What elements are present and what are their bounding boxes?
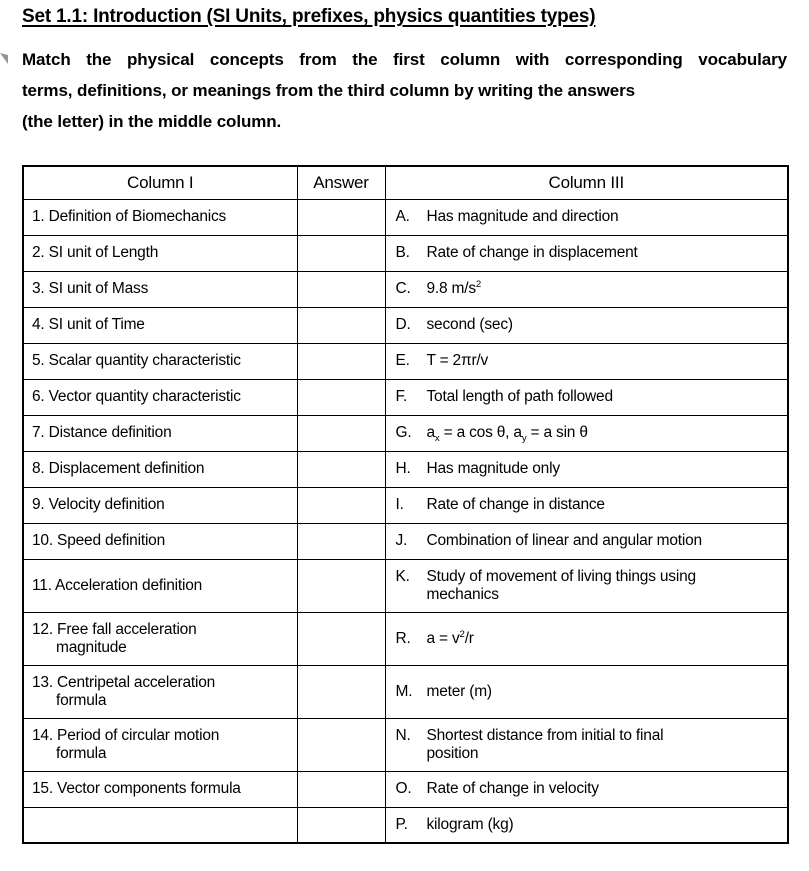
definition-cell bbox=[385, 343, 788, 379]
formula-text: $a_x = a$ cos θ, $a_y = a$ sin θ bbox=[426, 424, 588, 445]
option-letter: C. bbox=[395, 280, 411, 297]
instructions-line: Match the physical concepts from the first column with corresponding vocabulary bbox=[22, 50, 787, 69]
option-letter: A. bbox=[395, 208, 410, 225]
answer-cell[interactable] bbox=[297, 612, 385, 665]
concept-cell: 4. SI unit of Time bbox=[23, 307, 297, 343]
table-row bbox=[23, 235, 788, 271]
table-row bbox=[23, 771, 788, 807]
matching-table bbox=[22, 165, 789, 844]
table-row bbox=[23, 665, 788, 718]
option-letter: B. bbox=[395, 244, 410, 261]
concept-cell: 14. Period of circular motion formula bbox=[23, 718, 297, 771]
option-letter: M. bbox=[395, 682, 413, 700]
header-column-iii: Column III bbox=[385, 166, 788, 199]
concept-cell: 11. Acceleration definition bbox=[23, 559, 297, 612]
concept-cell: 6. Vector quantity characteristic bbox=[23, 379, 297, 415]
margin-change-marker-icon bbox=[0, 53, 8, 64]
instructions-line: terms, definitions, or meanings from the third column by writing the answers bbox=[22, 81, 635, 100]
answer-cell[interactable] bbox=[297, 235, 385, 271]
table-row bbox=[23, 343, 788, 379]
concept-cell bbox=[23, 807, 297, 843]
header-column-i: Column I bbox=[23, 166, 297, 199]
definition-cell: O. Rate of change in velocity bbox=[385, 771, 788, 807]
definition-cell: N. Shortest distance from initial to final position bbox=[385, 718, 788, 771]
option-letter: O. bbox=[395, 780, 412, 797]
definition-cell bbox=[385, 612, 788, 665]
answer-cell[interactable] bbox=[297, 415, 385, 451]
definition-cell: B. Rate of change in displacement bbox=[385, 235, 788, 271]
table-row bbox=[23, 415, 788, 451]
option-letter: P. bbox=[395, 815, 408, 833]
instructions-paragraph bbox=[22, 44, 787, 137]
table-row bbox=[23, 718, 788, 771]
page-title: Set 1.1: Introduction (SI Units, prefixes, physics quantities types) bbox=[22, 6, 596, 27]
definition-cell: K. Study of movement of living things using mechanics bbox=[385, 559, 788, 612]
concept-cell: 1. Definition of Biomechanics bbox=[23, 199, 297, 235]
concept-cell: 10. Speed definition bbox=[23, 523, 297, 559]
concept-cell: 5. Scalar quantity characteristic bbox=[23, 343, 297, 379]
option-letter: K. bbox=[395, 567, 410, 585]
concept-cell: 9. Velocity definition bbox=[23, 487, 297, 523]
option-letter: G. bbox=[395, 424, 412, 441]
formula-text: T = 2πr/v bbox=[426, 352, 489, 369]
table-header-row bbox=[23, 166, 788, 199]
header-answer: Answer bbox=[297, 166, 385, 199]
concept-cell: 13. Centripetal acceleration formula bbox=[23, 665, 297, 718]
concept-cell: 3. SI unit of Mass bbox=[23, 271, 297, 307]
answer-cell[interactable] bbox=[297, 665, 385, 718]
table-row bbox=[23, 451, 788, 487]
instructions-line: (the letter) in the middle column. bbox=[22, 112, 282, 131]
definition-cell: A. Has magnitude and direction bbox=[385, 199, 788, 235]
definition-cell: J. Combination of linear and angular motion bbox=[385, 523, 788, 559]
option-letter: E. bbox=[395, 352, 410, 369]
worksheet-page bbox=[22, 6, 787, 844]
definition-cell: H. Has magnitude only bbox=[385, 451, 788, 487]
table-row bbox=[23, 612, 788, 665]
answer-cell[interactable] bbox=[297, 559, 385, 612]
answer-cell[interactable] bbox=[297, 451, 385, 487]
table-row bbox=[23, 487, 788, 523]
formula-text: 9.8 $m/s^2$ bbox=[426, 278, 482, 297]
option-letter: D. bbox=[395, 316, 411, 333]
answer-cell[interactable] bbox=[297, 718, 385, 771]
definition-cell: I. Rate of change in distance bbox=[385, 487, 788, 523]
table-row bbox=[23, 559, 788, 612]
answer-cell[interactable] bbox=[297, 523, 385, 559]
concept-cell: 15. Vector components formula bbox=[23, 771, 297, 807]
table-row bbox=[23, 307, 788, 343]
table-row bbox=[23, 807, 788, 843]
option-letter: H. bbox=[395, 460, 411, 477]
answer-cell[interactable] bbox=[297, 807, 385, 843]
answer-cell[interactable] bbox=[297, 307, 385, 343]
option-letter: N. bbox=[395, 726, 411, 744]
concept-cell: 7. Distance definition bbox=[23, 415, 297, 451]
definition-cell: D. second (sec) bbox=[385, 307, 788, 343]
formula-text: $a = v^2/r$ bbox=[426, 628, 474, 647]
answer-cell[interactable] bbox=[297, 271, 385, 307]
answer-cell[interactable] bbox=[297, 343, 385, 379]
concept-cell: 8. Displacement definition bbox=[23, 451, 297, 487]
option-letter: F. bbox=[395, 388, 408, 405]
definition-cell bbox=[385, 271, 788, 307]
answer-cell[interactable] bbox=[297, 199, 385, 235]
concept-cell: 12. Free fall acceleration magnitude bbox=[23, 612, 297, 665]
answer-cell[interactable] bbox=[297, 771, 385, 807]
answer-cell[interactable] bbox=[297, 487, 385, 523]
option-letter: I. bbox=[395, 496, 404, 513]
definition-cell: F. Total length of path followed bbox=[385, 379, 788, 415]
table-row bbox=[23, 199, 788, 235]
table-row bbox=[23, 523, 788, 559]
definition-cell: M. meter (m) bbox=[385, 665, 788, 718]
definition-cell bbox=[385, 415, 788, 451]
concept-cell: 2. SI unit of Length bbox=[23, 235, 297, 271]
option-letter: R. bbox=[395, 629, 411, 647]
table-row bbox=[23, 271, 788, 307]
option-letter: J. bbox=[395, 532, 408, 549]
table-row bbox=[23, 379, 788, 415]
answer-cell[interactable] bbox=[297, 379, 385, 415]
definition-cell: P. kilogram (kg) bbox=[385, 807, 788, 843]
